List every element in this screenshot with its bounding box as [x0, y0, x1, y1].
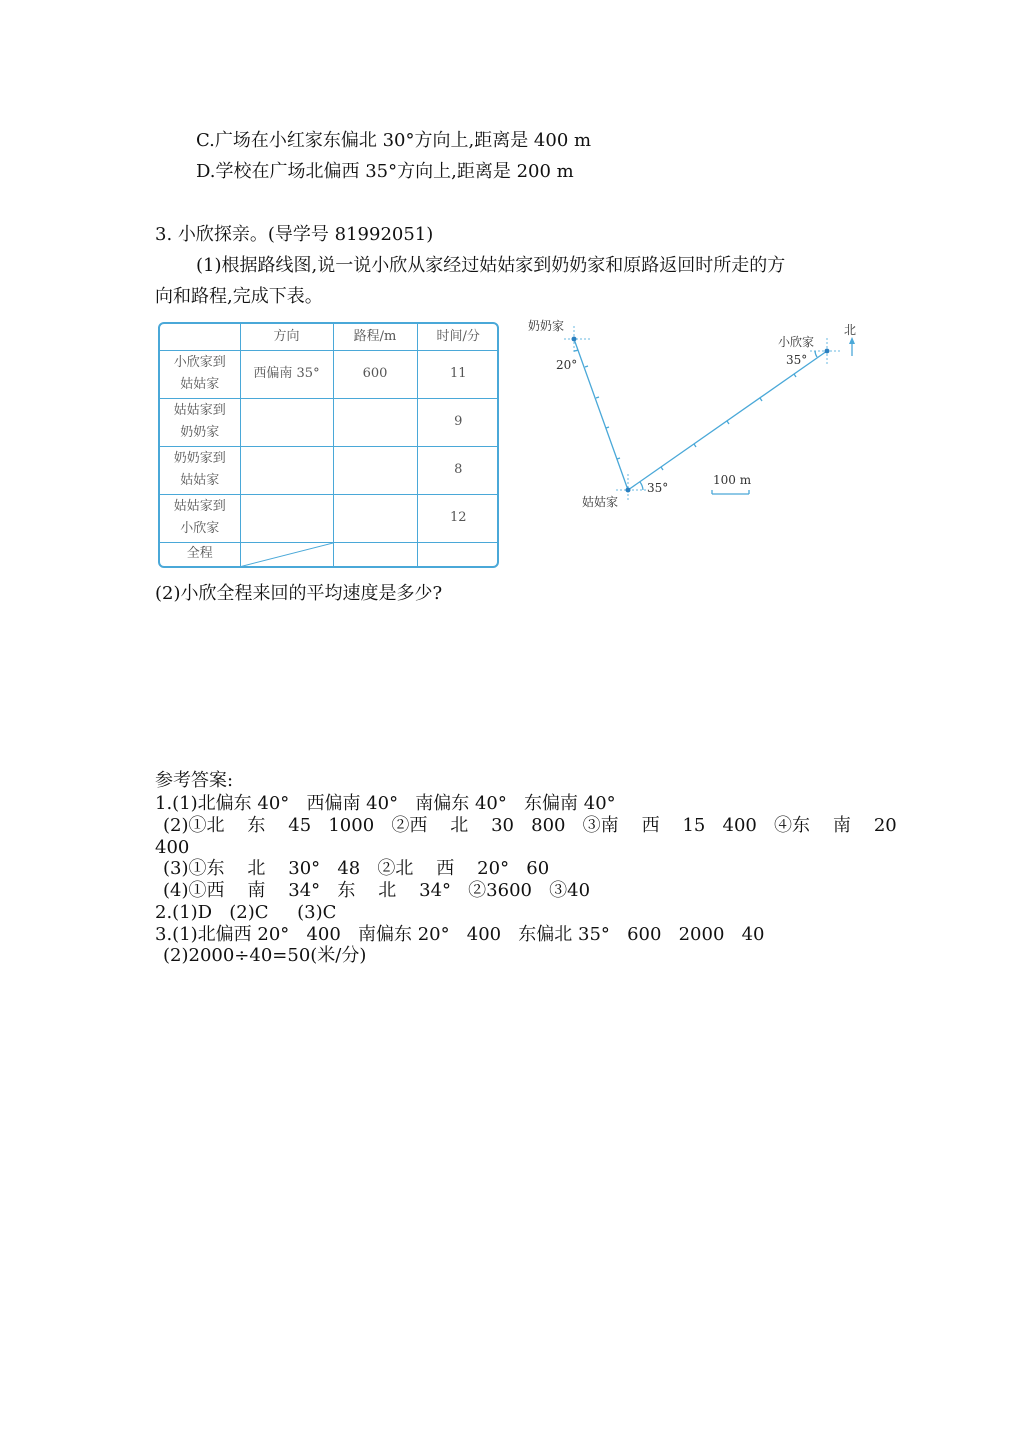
row-label: 小欣家到 姑姑家 — [160, 350, 240, 398]
answer-line-1: 1.(1)北偏东 40° 西偏南 40° 南偏东 40° 东偏南 40° — [155, 793, 616, 814]
table-header-direction: 方向 — [240, 324, 333, 350]
time-cell: 12 — [417, 494, 499, 542]
row-label: 奶奶家到 姑姑家 — [160, 446, 240, 494]
answer-line-8: (2)2000÷40=50(米/分) — [163, 945, 367, 966]
xiaoxin-home-point — [825, 349, 830, 354]
aunt-home-point — [626, 488, 631, 493]
row-label: 姑姑家到 奶奶家 — [160, 398, 240, 446]
total-label: 全程 — [160, 542, 240, 566]
table-row-total — [160, 542, 499, 566]
option-d: D.学校在广场北偏西 35°方向上,距离是 200 m — [196, 161, 574, 182]
question-3-part2: (2)小欣全程来回的平均速度是多少? — [155, 583, 443, 604]
distance-cell[interactable] — [333, 398, 417, 446]
total-distance-cell[interactable] — [333, 542, 417, 566]
north-label: 北 — [844, 323, 857, 337]
table-header-distance: 路程/m — [333, 324, 417, 350]
answer-line-3: 400 — [155, 837, 190, 858]
table-row — [160, 350, 499, 398]
direction-cell[interactable] — [240, 494, 333, 542]
route-grandma-aunt — [574, 339, 628, 490]
answer-line-2: (2)①北 东 45 1000 ②西 北 30 800 ③南 西 15 400 ④东 南 20 — [163, 815, 897, 836]
aunt-home-label: 姑姑家 — [582, 495, 619, 509]
row-label: 姑姑家到 小欣家 — [160, 494, 240, 542]
time-cell: 8 — [417, 446, 499, 494]
north-arrow-icon — [849, 337, 855, 344]
route-table — [158, 322, 499, 568]
table-header-empty — [160, 324, 240, 350]
time-cell: 9 — [417, 398, 499, 446]
distance-cell: 600 — [333, 350, 417, 398]
distance-cell[interactable] — [333, 494, 417, 542]
route-aunt-xiaoxin — [628, 351, 827, 490]
answer-line-6: 2.(1)D (2)C (3)C — [155, 902, 337, 923]
option-c: C.广场在小红家东偏北 30°方向上,距离是 400 m — [196, 130, 592, 151]
direction-cell: 西偏南 35° — [240, 350, 333, 398]
table-row — [160, 494, 499, 542]
question-3-title: 3. 小欣探亲。(导学号 81992051) — [155, 224, 434, 245]
direction-cell[interactable] — [240, 398, 333, 446]
question-3-part1-line2: 向和路程,完成下表。 — [155, 286, 323, 307]
distance-cell[interactable] — [333, 446, 417, 494]
question-3-part1-line1: (1)根据路线图,说一说小欣从家经过姑姑家到奶奶家和原路返回时所走的方 — [196, 255, 786, 276]
route-map — [520, 318, 870, 518]
angle-20-label: 20° — [556, 358, 578, 372]
table-header-time: 时间/分 — [417, 324, 499, 350]
grandma-home-label: 奶奶家 — [528, 319, 565, 333]
answers-title: 参考答案: — [155, 770, 234, 791]
table-row — [160, 446, 499, 494]
direction-cell[interactable] — [240, 446, 333, 494]
time-cell: 11 — [417, 350, 499, 398]
grandma-home-point — [572, 337, 577, 342]
total-time-cell[interactable] — [417, 542, 499, 566]
scale-label: 100 m — [713, 473, 752, 487]
angle-35-bottom-label: 35° — [647, 481, 669, 495]
answer-line-5: (4)①西 南 34° 东 北 34° ②3600 ③40 — [163, 880, 591, 901]
xiaoxin-home-label: 小欣家 — [778, 335, 815, 349]
answer-line-7: 3.(1)北偏西 20° 400 南偏东 20° 400 东偏北 35° 600 2000 40 — [155, 924, 765, 945]
answer-line-4: (3)①东 北 30° 48 ②北 西 20° 60 — [163, 858, 550, 879]
table-row — [160, 398, 499, 446]
angle-35-top-label: 35° — [786, 353, 808, 367]
total-direction-crossed — [240, 542, 333, 566]
